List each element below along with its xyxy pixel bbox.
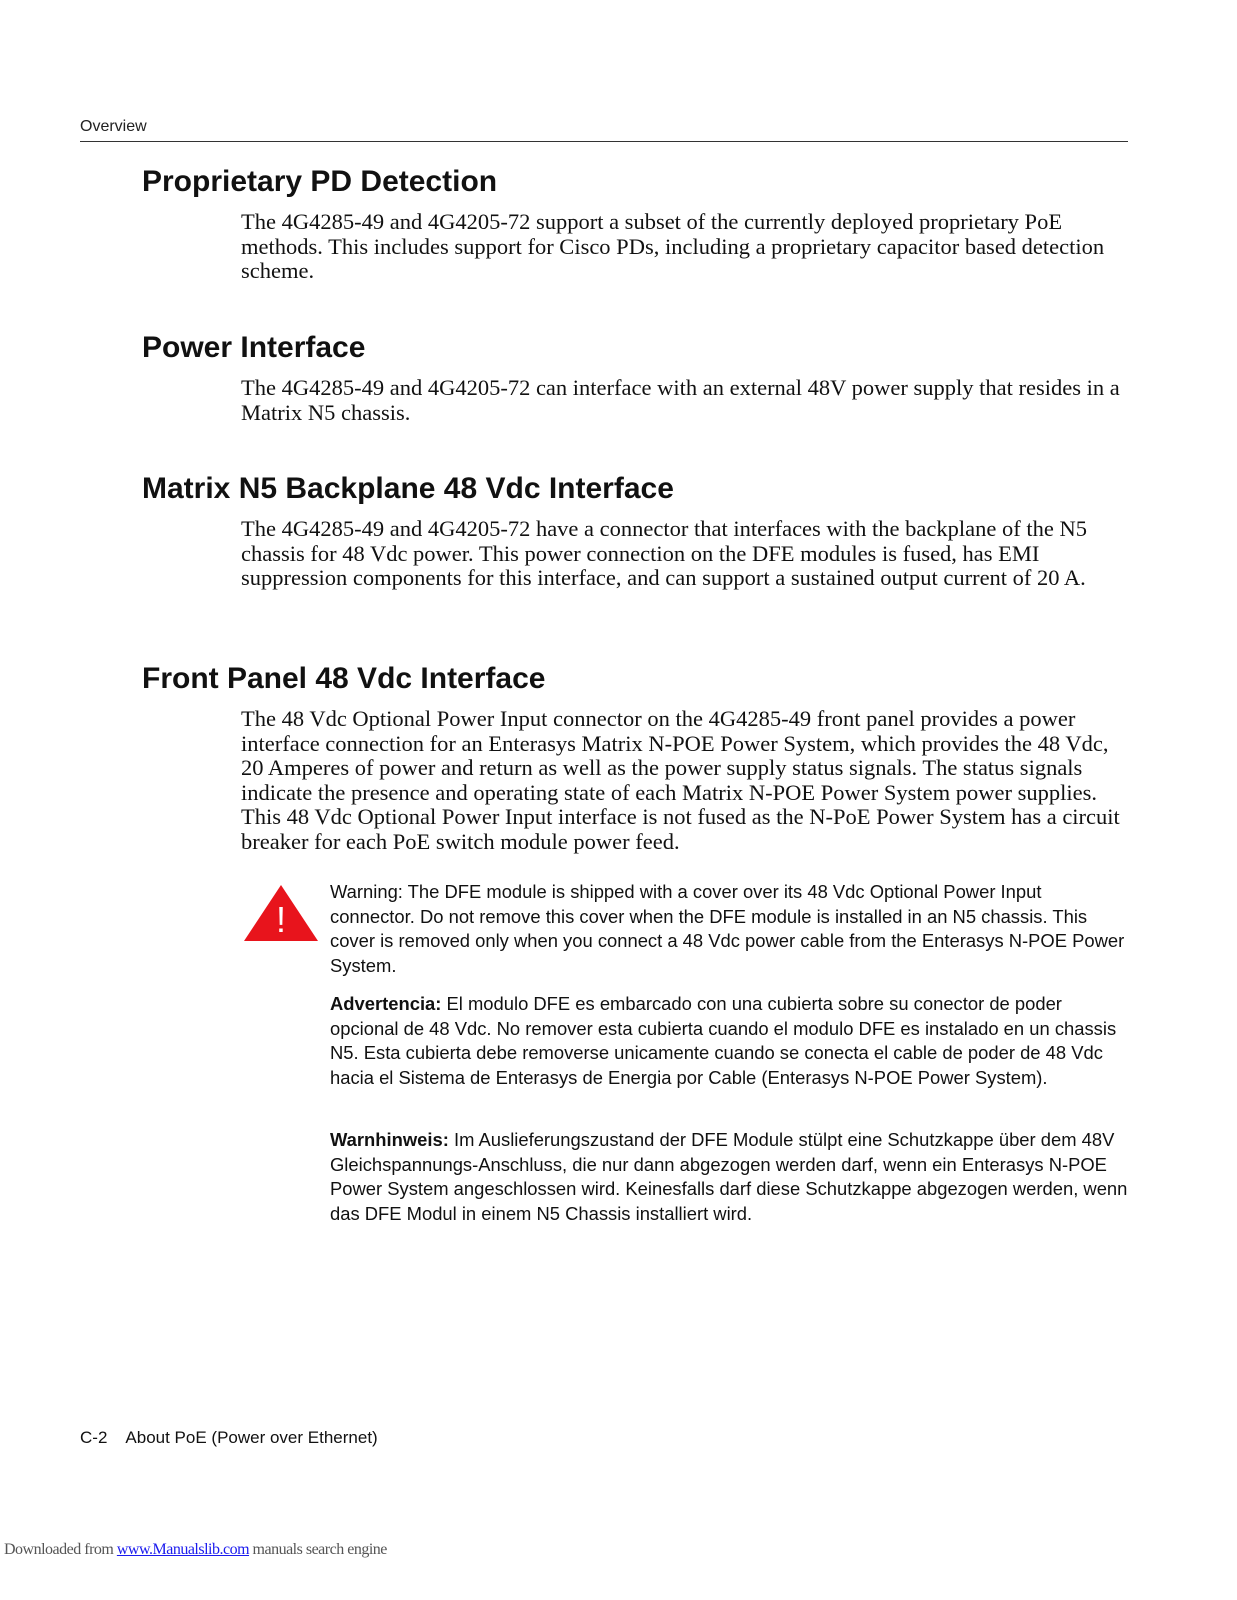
warning-label-spanish: Advertencia: <box>330 993 442 1014</box>
warning-body-spanish: El modulo DFE es embarcado con una cubierta sobre su conector de poder opcional de 48 Vdc. No remover esta cubierta cuando el modulo DFE es instalado en un chassis N5. Esta cubierta debe removerse unicamente cuando se conecta el cable de poder de 48 Vdc hacia el Sistema de Enterasys de Energia por Cable (Enterasys N-POE Power System). <box>330 993 1117 1088</box>
download-prefix: Downloaded from <box>4 1541 117 1558</box>
warning-triangle-icon <box>243 884 319 942</box>
manualslib-link[interactable]: www.Manualslib.com <box>116 1541 250 1558</box>
section-heading: Power Interface <box>142 331 366 364</box>
warning-label-german: Warnhinweis: <box>330 1129 449 1150</box>
warning-text-spanish <box>330 992 1130 1090</box>
section-body: The 4G4285-49 and 4G4205-72 can interface with an external 48V power supply that resides in a Matrix N5 chassis. <box>241 375 1120 425</box>
section-heading: Matrix N5 Backplane 48 Vdc Interface <box>142 472 674 505</box>
section-body: The 4G4285-49 and 4G4205-72 have a connector that interfaces with the backplane of the N5 chassis for 48 Vdc power. This power connection on the DFE modules is fused, has EMI suppression components for this interface, and can support a sustained output current of 20 A. <box>241 516 1087 591</box>
section-body: The 48 Vdc Optional Power Input connector on the 4G4285-49 front panel provides a power interface connection for an Enterasys Matrix N-POE Power System, which provides the 48 Vdc, 20 Amperes of power and return as well as the power supply status signals. The status signals indicate the presence and operating state of each Matrix N-POE Power System power supplies. This 48 Vdc Optional Power Input interface is not fused as the N-PoE Power System has a circuit breaker for each PoE switch module power feed. <box>241 706 1120 854</box>
section-heading: Proprietary PD Detection <box>142 165 498 198</box>
warning-exclamation-glyph: ! <box>275 899 287 940</box>
warning-text-english: Warning: The DFE module is shipped with a cover over its 48 Vdc Optional Power Input connector. Do not remove this cover when the DFE module is installed in an N5 chassis. This cover is removed only when you connect a 48 Vdc power cable from the Enterasys N-POE Power System. <box>330 881 1125 976</box>
section-body: The 4G4285-49 and 4G4205-72 support a subset of the currently deployed proprietary PoE methods. This includes support for Cisco PDs, including a proprietary capacitor based detection scheme. <box>241 209 1105 284</box>
running-header: Overview <box>80 118 147 135</box>
download-notice <box>4 1541 387 1559</box>
page-footer <box>80 1428 378 1448</box>
header-rule <box>80 141 1128 142</box>
download-suffix: manuals search engine <box>249 1541 387 1558</box>
warning-body-german: Im Auslieferungszustand der DFE Module stülpt eine Schutzkappe über dem 48V Gleichspannungs-Anschluss, die nur dann abgezogen werden darf, wenn ein Enterasys N-POE Power System angeschlossen wird. Keinesfalls darf diese Schutzkappe abgezogen werden, wenn das DFE Modul in einem N5 Chassis installiert wird. <box>330 1129 1128 1224</box>
page-number: C-2 <box>80 1428 108 1447</box>
warning-text-german <box>330 1128 1130 1226</box>
chapter-title: About PoE (Power over Ethernet) <box>125 1428 378 1447</box>
section-heading: Front Panel 48 Vdc Interface <box>142 662 546 695</box>
